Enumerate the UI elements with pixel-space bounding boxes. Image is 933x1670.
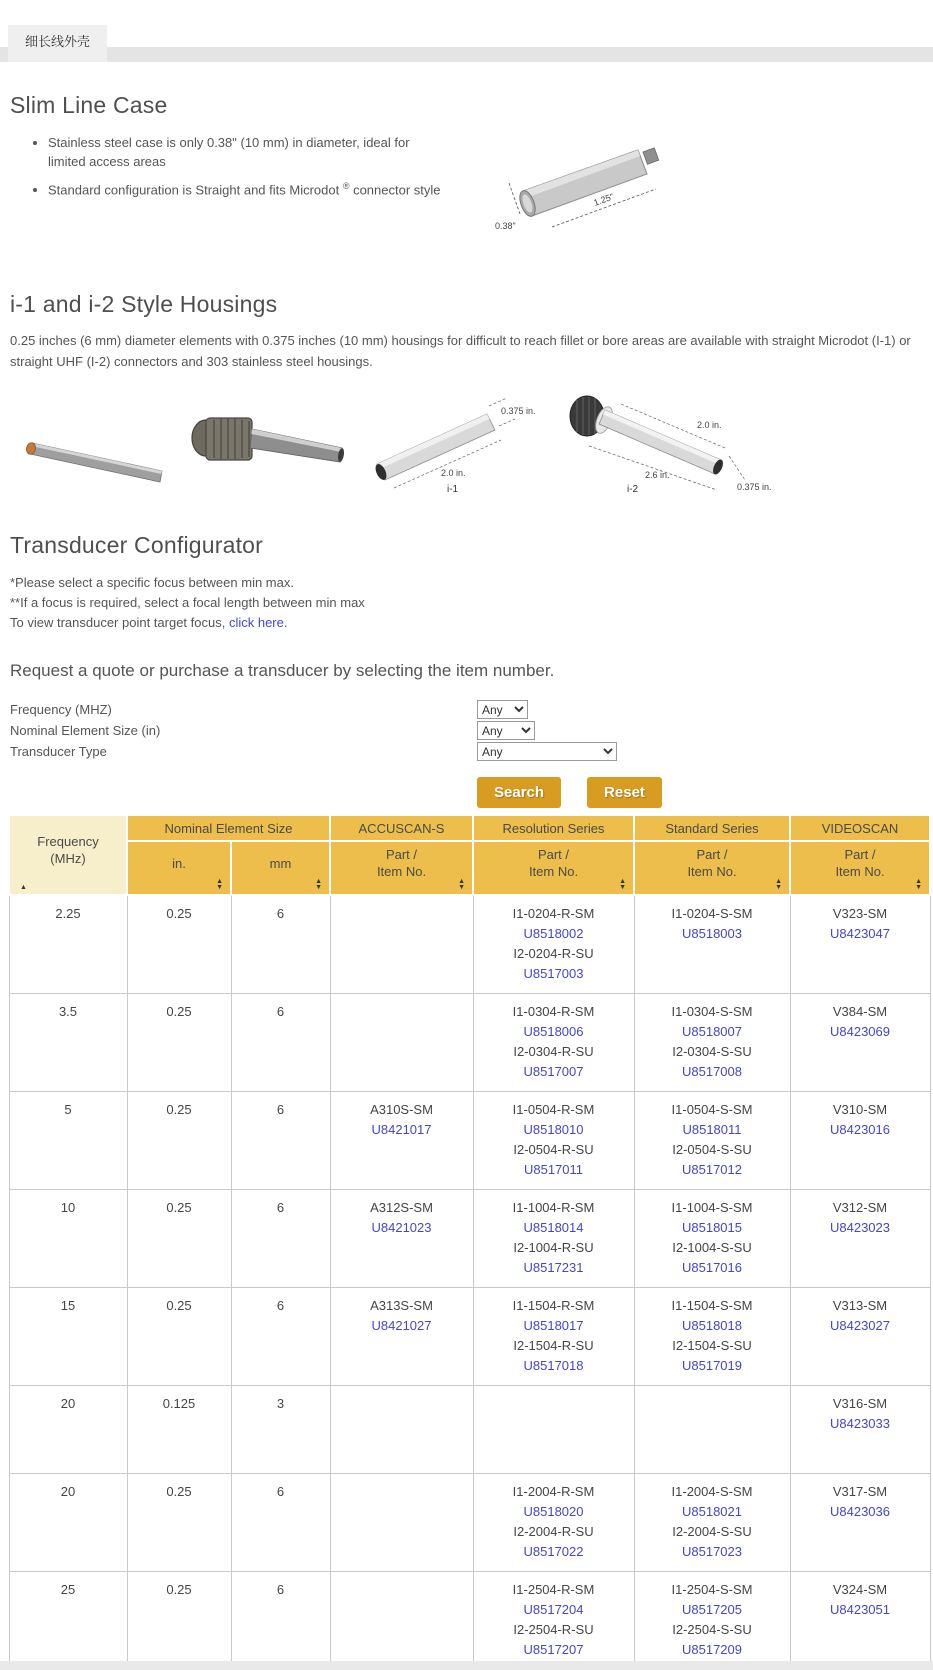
part-number: I2-0504-R-SU bbox=[513, 1142, 594, 1157]
column-header-mm[interactable] bbox=[231, 841, 330, 895]
item-number-line bbox=[795, 1218, 926, 1238]
in-header-label: in. bbox=[172, 855, 186, 871]
part-number: I2-0304-S-SU bbox=[672, 1044, 752, 1059]
item-number-line bbox=[478, 1600, 630, 1620]
i2-label: i-2 bbox=[627, 484, 639, 495]
part-header-line1: Part / bbox=[385, 847, 418, 862]
tab-bar-strip bbox=[0, 47, 933, 62]
frequency-cell: 20 bbox=[9, 1474, 127, 1572]
item-number-line bbox=[478, 1640, 630, 1660]
part-number: I1-1504-S-SM bbox=[671, 1298, 753, 1313]
column-header-frequency[interactable] bbox=[9, 815, 127, 895]
part-number: V313-SM bbox=[832, 1298, 888, 1313]
item-number-link[interactable]: U8517205 bbox=[682, 1602, 742, 1617]
group-header-accuscan: ACCUSCAN-S bbox=[330, 815, 473, 841]
item-number-link[interactable]: U8517011 bbox=[523, 1162, 584, 1177]
videoscan-cell bbox=[790, 1288, 930, 1386]
accuscan-cell bbox=[330, 1288, 473, 1386]
housing-photo-connector bbox=[174, 396, 349, 496]
table-row bbox=[9, 1386, 930, 1474]
frequency-filter-label: Frequency (MHZ) bbox=[10, 702, 112, 717]
part-number: V310-SM bbox=[832, 1102, 888, 1117]
frequency-filter-select[interactable] bbox=[477, 700, 528, 719]
part-number: I2-1004-R-SU bbox=[513, 1240, 594, 1255]
item-number-line bbox=[795, 924, 926, 944]
item-number-line bbox=[639, 1258, 786, 1278]
frequency-header-line2: (MHz) bbox=[50, 851, 86, 866]
item-number-line bbox=[478, 1316, 630, 1336]
housing-photo-rod bbox=[14, 401, 174, 496]
table-row bbox=[9, 1474, 930, 1572]
frequency-cell: 3.5 bbox=[9, 994, 127, 1092]
standard-cell bbox=[634, 1386, 790, 1474]
part-number: I1-1004-S-SM bbox=[671, 1200, 753, 1215]
item-number-line bbox=[478, 1542, 630, 1562]
item-number-link[interactable]: U8423027 bbox=[830, 1318, 890, 1333]
item-number-link[interactable]: U8518011 bbox=[682, 1122, 742, 1137]
part-number: I1-2004-S-SM bbox=[671, 1484, 753, 1499]
group-header-videoscan: VIDEOSCAN bbox=[790, 815, 930, 841]
tab-bar bbox=[0, 25, 933, 62]
part-number: I1-1504-R-SM bbox=[512, 1298, 595, 1313]
slim-line-bullets bbox=[48, 133, 443, 199]
group-header-nominal-element-size: Nominal Element Size bbox=[127, 815, 330, 841]
column-header-in[interactable] bbox=[127, 841, 231, 895]
slim-line-case-title: Slim Line Case bbox=[10, 92, 168, 118]
item-number-link[interactable]: U8517022 bbox=[523, 1544, 584, 1559]
item-number-link[interactable]: U8518015 bbox=[682, 1220, 742, 1235]
item-number-line bbox=[478, 1258, 630, 1278]
button-row bbox=[477, 777, 933, 808]
item-number-line bbox=[639, 1062, 786, 1082]
table-row bbox=[9, 994, 930, 1092]
item-number-link[interactable]: U8517018 bbox=[523, 1358, 584, 1373]
item-number-link[interactable]: U8517007 bbox=[523, 1064, 584, 1079]
item-number-link[interactable]: U8517016 bbox=[682, 1260, 742, 1275]
slim-line-section bbox=[0, 133, 933, 253]
item-number-line bbox=[335, 1218, 469, 1238]
resolution-cell bbox=[473, 1288, 634, 1386]
size-mm-cell: 6 bbox=[231, 895, 330, 994]
part-number: I2-2004-R-SU bbox=[513, 1524, 594, 1539]
item-number-link[interactable]: U8518002 bbox=[523, 926, 584, 941]
videoscan-cell bbox=[790, 895, 930, 994]
frequency-cell: 15 bbox=[9, 1288, 127, 1386]
item-number-line bbox=[639, 924, 786, 944]
part-number: I2-2504-R-SU bbox=[513, 1622, 594, 1637]
standard-cell bbox=[634, 1288, 790, 1386]
size-in-cell: 0.25 bbox=[127, 1572, 231, 1670]
resolution-cell bbox=[473, 895, 634, 994]
transducer-table bbox=[8, 814, 931, 1670]
item-number-link[interactable]: U8421017 bbox=[371, 1122, 432, 1137]
frequency-cell: 20 bbox=[9, 1386, 127, 1474]
item-number-link[interactable]: U8518018 bbox=[682, 1318, 742, 1333]
standard-cell bbox=[634, 1092, 790, 1190]
sort-icon: ▲ ▼ bbox=[458, 878, 465, 891]
item-number-line bbox=[795, 1600, 926, 1620]
item-number-link[interactable]: U8423051 bbox=[830, 1602, 890, 1617]
item-number-line bbox=[335, 1120, 469, 1140]
request-quote-line: Request a quote or purchase a transducer by selecting the item number. bbox=[10, 661, 555, 680]
item-number-link[interactable]: U8518006 bbox=[523, 1024, 584, 1039]
part-number: I2-1504-R-SU bbox=[513, 1338, 594, 1353]
accuscan-cell bbox=[330, 1474, 473, 1572]
part-number: I1-0304-R-SM bbox=[512, 1004, 595, 1019]
size-in-cell: 0.25 bbox=[127, 994, 231, 1092]
bullet-standard-config bbox=[48, 177, 443, 199]
resolution-cell bbox=[473, 1092, 634, 1190]
length-dim-label: 1.25" bbox=[592, 191, 616, 208]
housing-figures bbox=[14, 386, 933, 496]
reset-button[interactable]: Reset bbox=[587, 777, 662, 808]
item-number-link[interactable]: U8518007 bbox=[682, 1024, 742, 1039]
size-mm-cell: 6 bbox=[231, 994, 330, 1092]
item-number-link[interactable]: U8518014 bbox=[523, 1220, 584, 1235]
item-number-link[interactable]: U8518021 bbox=[682, 1504, 742, 1519]
part-number: I1-2004-R-SM bbox=[512, 1484, 595, 1499]
item-number-line bbox=[478, 924, 630, 944]
frequency-cell: 10 bbox=[9, 1190, 127, 1288]
size-in-cell: 0.25 bbox=[127, 1092, 231, 1190]
frequency-cell: 2.25 bbox=[9, 895, 127, 994]
part-number: I1-0504-S-SM bbox=[671, 1102, 753, 1117]
sort-icon: ▲ ▼ bbox=[915, 878, 922, 891]
size-mm-cell: 3 bbox=[231, 1386, 330, 1474]
configurator-notes bbox=[10, 573, 933, 633]
part-number: I2-2004-S-SU bbox=[672, 1524, 752, 1539]
part-header-line2: Item No. bbox=[687, 864, 737, 879]
videoscan-cell bbox=[790, 994, 930, 1092]
table-row bbox=[9, 1288, 930, 1386]
videoscan-cell bbox=[790, 1092, 930, 1190]
part-number: V324-SM bbox=[832, 1582, 888, 1597]
item-number-line bbox=[639, 1640, 786, 1660]
item-number-line bbox=[478, 1356, 630, 1376]
element-size-filter-label: Nominal Element Size (in) bbox=[10, 723, 161, 738]
i2-length-label: 2.6 in. bbox=[645, 470, 670, 480]
standard-cell bbox=[634, 895, 790, 994]
column-header-videoscan-part[interactable] bbox=[790, 841, 930, 895]
configurator-title: Transducer Configurator bbox=[10, 532, 264, 558]
part-number: I1-0304-S-SM bbox=[671, 1004, 753, 1019]
search-button[interactable]: Search bbox=[477, 777, 561, 808]
part-header-line1: Part / bbox=[844, 847, 876, 862]
item-number-link[interactable]: U8517019 bbox=[682, 1358, 742, 1373]
footer-strip bbox=[0, 1661, 933, 1670]
accuscan-cell bbox=[330, 1386, 473, 1474]
transducer-type-filter-label: Transducer Type bbox=[10, 744, 107, 759]
accuscan-cell bbox=[330, 1092, 473, 1190]
connector-nub bbox=[643, 148, 659, 164]
item-number-link[interactable]: U8421027 bbox=[371, 1318, 432, 1333]
part-number: A313S-SM bbox=[370, 1298, 433, 1313]
group-header-resolution: Resolution Series bbox=[473, 815, 634, 841]
element-size-filter-select[interactable] bbox=[477, 721, 535, 740]
item-number-line bbox=[639, 1160, 786, 1180]
housings-description: 0.25 inches (6 mm) diameter elements with 0.375 inches (10 mm) housings for difficult to reach fillet or bore areas are available with straight Microdot (I-1) or straight UHF (I-2) connectors and 303 stainless steel housings. bbox=[10, 333, 911, 369]
group-header-standard: Standard Series bbox=[634, 815, 790, 841]
item-number-link[interactable]: U8517008 bbox=[682, 1064, 742, 1079]
item-number-link[interactable]: U8423016 bbox=[830, 1122, 890, 1137]
filter-panel bbox=[10, 699, 933, 762]
resolution-cell bbox=[473, 994, 634, 1092]
tab-slim-line-case[interactable]: 细长线外壳 bbox=[8, 25, 107, 62]
item-number-link[interactable]: U8423036 bbox=[830, 1504, 890, 1519]
part-number: I1-0504-R-SM bbox=[512, 1102, 595, 1117]
click-here-link[interactable]: click here. bbox=[228, 615, 288, 630]
bullet2-text-post: connector style bbox=[349, 182, 441, 198]
part-header-line2: Item No. bbox=[376, 864, 427, 879]
item-number-link[interactable]: U8423023 bbox=[830, 1220, 890, 1235]
item-number-line bbox=[478, 1062, 630, 1082]
transducer-type-filter-select[interactable] bbox=[477, 742, 617, 761]
note-focus-min-max: *Please select a specific focus between min max. bbox=[10, 575, 294, 590]
size-mm-cell: 6 bbox=[231, 1092, 330, 1190]
item-number-link[interactable]: U8421023 bbox=[371, 1220, 432, 1235]
item-number-link[interactable]: U8423047 bbox=[830, 926, 890, 941]
part-number: I2-2504-S-SU bbox=[672, 1622, 752, 1637]
item-number-line bbox=[795, 1316, 926, 1336]
item-number-line bbox=[639, 1542, 786, 1562]
size-in-cell: 0.125 bbox=[127, 1386, 231, 1474]
size-mm-cell: 6 bbox=[231, 1288, 330, 1386]
sort-icon: ▲ ▼ bbox=[775, 878, 782, 891]
item-number-line bbox=[795, 1022, 926, 1042]
part-number: V384-SM bbox=[832, 1004, 888, 1019]
standard-cell bbox=[634, 1190, 790, 1288]
item-number-line bbox=[478, 1120, 630, 1140]
i1-label: i-1 bbox=[447, 484, 459, 495]
slim-case-figure bbox=[460, 128, 690, 248]
item-number-link[interactable]: U8518017 bbox=[523, 1318, 584, 1333]
part-number: I1-0204-S-SM bbox=[671, 906, 753, 921]
item-number-line bbox=[478, 1218, 630, 1238]
size-mm-cell: 6 bbox=[231, 1190, 330, 1288]
size-in-cell: 0.25 bbox=[127, 1288, 231, 1386]
item-number-line bbox=[639, 1502, 786, 1522]
item-number-link[interactable]: U8517209 bbox=[682, 1642, 742, 1657]
item-number-line bbox=[795, 1414, 926, 1434]
item-number-link[interactable]: U8517231 bbox=[523, 1260, 584, 1275]
accuscan-cell bbox=[330, 895, 473, 994]
accuscan-cell bbox=[330, 1190, 473, 1288]
item-number-line bbox=[478, 964, 630, 984]
size-mm-cell: 6 bbox=[231, 1474, 330, 1572]
item-number-link[interactable]: U8517023 bbox=[682, 1544, 742, 1559]
diagram-i1 bbox=[349, 386, 549, 496]
item-number-line bbox=[335, 1316, 469, 1336]
item-number-link[interactable]: U8517204 bbox=[523, 1602, 584, 1617]
part-number: V316-SM bbox=[832, 1396, 888, 1411]
part-number: I2-0504-S-SU bbox=[672, 1142, 752, 1157]
size-mm-cell: 6 bbox=[231, 1572, 330, 1670]
table-body bbox=[9, 895, 930, 1670]
resolution-cell bbox=[473, 1386, 634, 1474]
sort-icon: ▲ ▼ bbox=[315, 878, 322, 891]
item-number-line bbox=[639, 1356, 786, 1376]
part-number: V323-SM bbox=[832, 906, 888, 921]
table-row bbox=[9, 1092, 930, 1190]
size-in-cell: 0.25 bbox=[127, 1474, 231, 1572]
part-number: I1-2504-R-SM bbox=[512, 1582, 595, 1597]
item-number-link[interactable]: U8517012 bbox=[682, 1162, 742, 1177]
part-header-line2: Item No. bbox=[835, 864, 885, 879]
part-number: A312S-SM bbox=[370, 1200, 433, 1215]
item-number-link[interactable]: U8518020 bbox=[523, 1504, 584, 1519]
bullet-stainless-steel: • Stainless steel case is only 0.38" (10 mm) in diameter, ideal for limited access areas bbox=[48, 133, 443, 171]
item-number-link[interactable]: U8518010 bbox=[523, 1122, 584, 1137]
diagram-i2 bbox=[549, 386, 779, 496]
sort-icon: ▲ ▼ bbox=[619, 878, 626, 891]
videoscan-cell bbox=[790, 1190, 930, 1288]
item-number-line bbox=[478, 1160, 630, 1180]
videoscan-cell bbox=[790, 1474, 930, 1572]
size-in-cell: 0.25 bbox=[127, 1190, 231, 1288]
size-in-cell: 0.25 bbox=[127, 895, 231, 994]
accuscan-cell bbox=[330, 1572, 473, 1670]
mm-header-label: mm bbox=[269, 855, 292, 871]
item-number-line bbox=[478, 1022, 630, 1042]
part-number: I1-0204-R-SM bbox=[512, 906, 595, 921]
part-number: I2-1004-S-SU bbox=[672, 1240, 752, 1255]
videoscan-cell bbox=[790, 1572, 930, 1670]
item-number-line bbox=[795, 1502, 926, 1522]
table-row bbox=[9, 895, 930, 994]
diameter-dim-label: 0.38" bbox=[495, 221, 516, 231]
standard-cell bbox=[634, 1474, 790, 1572]
item-number-link[interactable]: U8423033 bbox=[830, 1416, 890, 1431]
bullet2-text: Standard configuration is Straight and fits Microdot bbox=[48, 182, 343, 198]
filter-row-frequency bbox=[10, 699, 933, 720]
i2-diameter-label: 0.375 in. bbox=[737, 482, 772, 492]
table-row bbox=[9, 1190, 930, 1288]
sort-ascending-icon: ▲ bbox=[20, 884, 27, 891]
note-focal-length: **If a focus is required, select a focal length between min max bbox=[10, 595, 365, 610]
registered-mark: ® bbox=[342, 181, 350, 191]
i2-top-length-label: 2.0 in. bbox=[697, 420, 722, 430]
resolution-cell bbox=[473, 1190, 634, 1288]
note-point-target-text: To view transducer point target focus, bbox=[10, 615, 229, 630]
part-header-line1: Part / bbox=[696, 847, 728, 862]
part-number: I2-0304-R-SU bbox=[513, 1044, 594, 1059]
column-header-standard-part[interactable] bbox=[634, 841, 790, 895]
resolution-cell bbox=[473, 1572, 634, 1670]
accuscan-cell bbox=[330, 994, 473, 1092]
part-number: I2-1504-S-SU bbox=[672, 1338, 752, 1353]
item-number-line bbox=[639, 1600, 786, 1620]
resolution-cell bbox=[473, 1474, 634, 1572]
part-number: A310S-SM bbox=[370, 1102, 433, 1117]
i1-length-label: 2.0 in. bbox=[441, 468, 466, 478]
frequency-header-line1: Frequency bbox=[37, 834, 99, 849]
item-number-line bbox=[478, 1502, 630, 1522]
part-number: V317-SM bbox=[832, 1484, 888, 1499]
part-number: V312-SM bbox=[832, 1200, 888, 1215]
column-header-resolution-part[interactable] bbox=[473, 841, 634, 895]
filter-row-element-size bbox=[10, 720, 933, 741]
item-number-link[interactable]: U8423069 bbox=[830, 1024, 890, 1039]
item-number-link[interactable]: U8517003 bbox=[523, 966, 584, 981]
part-header-line1: Part / bbox=[537, 847, 570, 862]
item-number-line bbox=[639, 1218, 786, 1238]
frequency-cell: 25 bbox=[9, 1572, 127, 1670]
part-number: I1-1004-R-SM bbox=[512, 1200, 595, 1215]
dim-line-diameter bbox=[509, 183, 520, 214]
sort-icon: ▲ ▼ bbox=[216, 878, 223, 891]
item-number-link[interactable]: U8517207 bbox=[523, 1642, 584, 1657]
item-number-line bbox=[795, 1120, 926, 1140]
column-header-accuscan-part[interactable] bbox=[330, 841, 473, 895]
videoscan-cell bbox=[790, 1386, 930, 1474]
standard-cell bbox=[634, 1572, 790, 1670]
item-number-line bbox=[639, 1022, 786, 1042]
filter-row-transducer-type bbox=[10, 741, 933, 762]
item-number-link[interactable]: U8518003 bbox=[682, 926, 742, 941]
item-number-line bbox=[639, 1316, 786, 1336]
standard-cell bbox=[634, 994, 790, 1092]
frequency-cell: 5 bbox=[9, 1092, 127, 1190]
part-number: I2-0204-R-SU bbox=[513, 946, 594, 961]
note-point-target bbox=[10, 613, 933, 633]
housings-title: i-1 and i-2 Style Housings bbox=[10, 291, 278, 317]
table-row bbox=[9, 1572, 930, 1670]
i1-diameter-label: 0.375 in. bbox=[501, 406, 536, 416]
part-number: I1-2504-S-SM bbox=[671, 1582, 753, 1597]
part-header-line2: Item No. bbox=[528, 864, 579, 879]
item-number-line bbox=[639, 1120, 786, 1140]
